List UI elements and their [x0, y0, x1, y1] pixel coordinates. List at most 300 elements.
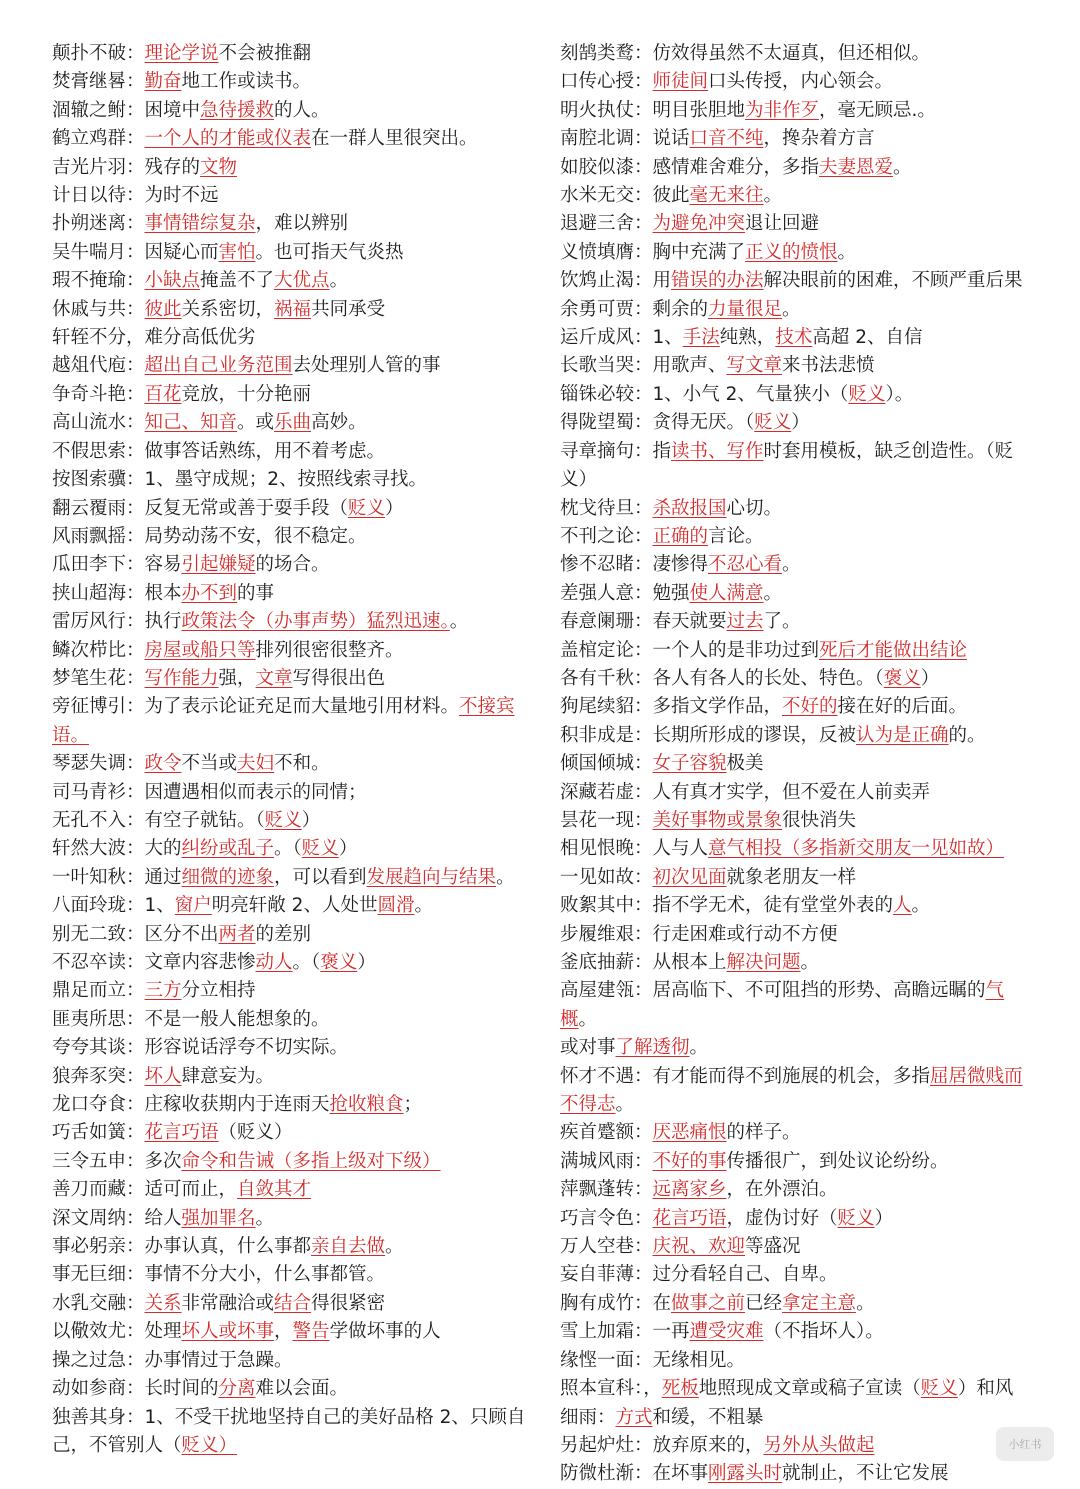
- idiom-entry: [52, 1318, 527, 1346]
- idiom-entry: [560, 608, 1038, 636]
- highlight-text: 知己、知音: [144, 412, 238, 434]
- highlight-text: 方式: [615, 1406, 653, 1428]
- highlight-text: 遭受灾难: [689, 1321, 764, 1343]
- entry-text: （贬义）: [218, 1122, 293, 1144]
- entry-text: 相见恨晚：人与人: [560, 838, 709, 860]
- entry-text: 龙口夺食：庄稼收获期内于连雨天: [52, 1094, 330, 1116]
- highlight-text: 为非作歹: [745, 99, 820, 121]
- entry-text: 越俎代庖：: [52, 355, 145, 377]
- entry-text: 善刀而藏：适可而止，: [52, 1179, 238, 1201]
- entry-text: 高妙。: [311, 412, 367, 434]
- entry-text: 就制止，不让它发展: [782, 1463, 949, 1485]
- entry-text: 照本宣科：，: [560, 1378, 662, 1400]
- entry-text: 水米无交：彼此: [560, 185, 690, 207]
- entry-text: 休戚与共：: [52, 298, 145, 320]
- entry-text: 。（: [274, 838, 302, 860]
- idiom-entry: [52, 1205, 527, 1233]
- entry-text: 。: [449, 611, 469, 633]
- highlight-text: 贬义）: [181, 1434, 238, 1456]
- highlight-text: 办不到: [181, 582, 238, 604]
- entry-text: 排列很密很整齐。: [255, 639, 404, 661]
- entry-text: 长歌当哭：用歌声、: [560, 355, 727, 377]
- idiom-entry: [52, 807, 527, 835]
- entry-text: 夸夸其谈：形容说话浮夸不切实际。: [52, 1037, 349, 1059]
- entry-text: 或对事: [560, 1037, 616, 1059]
- entry-text: 口传心授：: [560, 71, 653, 93]
- entry-text: 。: [689, 1037, 709, 1059]
- entry-text: 的事: [237, 582, 275, 604]
- idiom-entry: [52, 665, 527, 693]
- idiom-entry: [52, 864, 527, 892]
- highlight-text: 细微的迹象: [181, 866, 275, 888]
- idiom-entry: [560, 580, 1038, 608]
- entry-text: 妄自菲薄：过分看轻自己、自卑。: [560, 1264, 838, 1286]
- idiom-entry: [560, 1205, 1038, 1233]
- idiom-entry: [560, 665, 1038, 693]
- highlight-text: 褒义: [320, 952, 358, 973]
- highlight-text: 读书、写作: [671, 440, 764, 462]
- entry-text: 春意阑珊：春天就要: [560, 611, 727, 633]
- entry-text: 萍飘蓬转：: [560, 1179, 653, 1201]
- idiom-entry: [560, 182, 1038, 210]
- idiom-entry: [52, 495, 527, 523]
- highlight-text: 技术: [775, 327, 813, 349]
- idiom-entry: [52, 892, 527, 920]
- highlight-text: 文物: [200, 156, 238, 178]
- entry-text: 锱铢必较：1、小气 2、气量狭小（: [560, 383, 849, 405]
- entry-text: 分立相持: [181, 980, 256, 1002]
- entry-text: ）: [920, 667, 940, 689]
- idiom-entry: [52, 409, 527, 437]
- entry-text: 胸有成竹：在: [560, 1292, 672, 1314]
- highlight-text: 另外从头做起: [763, 1434, 875, 1456]
- idiom-entry: [52, 921, 527, 949]
- highlight-text: 解决问题: [726, 952, 801, 973]
- highlight-text: 百花: [144, 383, 182, 405]
- entry-text: 倾国倾城：: [560, 753, 653, 775]
- highlight-text: 过去: [726, 611, 764, 633]
- entry-text: 口头传授，内心领会。: [708, 71, 894, 93]
- idiom-entry: [560, 864, 1038, 892]
- highlight-text: 写文章: [726, 355, 783, 377]
- idiom-entry: [560, 892, 1038, 920]
- highlight-text: 圆滑: [377, 895, 415, 917]
- idiom-entry: [560, 324, 1038, 352]
- highlight-text: 刚露头时: [708, 1463, 783, 1485]
- idiom-entry: [52, 1261, 527, 1289]
- highlight-text: 政令: [144, 753, 182, 775]
- entry-text: 轩然大波：大的: [52, 838, 182, 860]
- idiom-entry: [560, 523, 1038, 551]
- entry-text: 风雨飘摇：局势动荡不安，很不稳定。: [52, 525, 367, 547]
- entry-text: 接在好的后面。: [837, 696, 968, 718]
- entry-text: 八面玲珑：1、: [52, 895, 175, 917]
- entry-text: 地照现成文章或稿子宣读（: [698, 1378, 921, 1400]
- entry-text: 很快消失: [782, 809, 857, 831]
- entry-text: 余勇可贾：剩余的: [560, 298, 709, 320]
- entry-text: 不忍卒读：文章内容悲惨: [52, 952, 256, 973]
- idiom-entry: [560, 1063, 1038, 1120]
- highlight-text: 贬义: [837, 1207, 875, 1229]
- entry-text: 纯熟，: [719, 327, 776, 349]
- entry-text: 南腔北调：说话: [560, 128, 690, 150]
- entry-text: 去处理别人管的事: [292, 355, 441, 377]
- entry-text: 雪上加霜：一再: [560, 1321, 690, 1343]
- entry-text: 刻鹄类鹜：仿效得虽然不太逼真，但还相似。: [560, 43, 931, 64]
- entry-text: ）: [338, 838, 358, 860]
- idiom-entry: [52, 324, 527, 352]
- entry-text: 焚膏继晷：: [52, 71, 145, 93]
- idiom-entry: [560, 977, 1038, 1034]
- entry-text: 明火执仗：明目张胆地: [560, 99, 746, 121]
- idiom-entry: [52, 381, 527, 409]
- entry-text: 细雨：: [560, 1406, 616, 1428]
- entry-text: 得陇望蜀：贪得无厌。（: [560, 412, 755, 434]
- highlight-text: 美好事物或景象: [652, 809, 783, 831]
- idiom-entry: [52, 949, 527, 977]
- highlight-text: 小缺点: [144, 270, 201, 292]
- highlight-text: 庆祝、欢迎: [652, 1236, 746, 1258]
- entry-text: 的。: [948, 724, 986, 746]
- entry-text: 琴瑟失调：: [52, 753, 145, 775]
- entry-text: 解决眼前的困难，不顾严重后果: [763, 270, 1023, 292]
- entry-text: 掩盖不了: [200, 270, 275, 292]
- idiom-entry: [560, 40, 1038, 68]
- entry-text: ）: [385, 497, 404, 519]
- idiom-entry: [560, 267, 1038, 295]
- idiom-entry: [52, 835, 527, 863]
- entry-text: 防微杜渐：在坏事: [560, 1463, 709, 1485]
- highlight-text: 事情错综复杂: [144, 213, 256, 235]
- idiom-entry: [560, 722, 1038, 750]
- entry-text: 高屋建瓴：居高临下、不可阻挡的形势、高瞻远瞩的: [560, 980, 986, 1002]
- highlight-text: 理论学说: [144, 43, 219, 64]
- entry-text: 涸辙之鲋：困境中: [52, 99, 201, 121]
- entry-text: 来书法悲愤: [782, 355, 875, 377]
- entry-text: 吴牛喘月：因疑心而: [52, 241, 219, 263]
- idiom-entry: [52, 1006, 527, 1034]
- entry-text: 高超 2、自信: [812, 327, 923, 349]
- entry-text: 步履维艰：行走困难或行动不方便: [560, 923, 838, 945]
- highlight-text: 一个人的才能或仪表: [144, 128, 312, 150]
- entry-text: 。: [615, 1094, 635, 1116]
- entry-text: 旁征博引：为了表示论证充足而大量地引用材料。: [52, 696, 460, 718]
- entry-text: 司马青衫：因遭遇相似而表示的同情；: [52, 781, 367, 803]
- entry-text: 写得很出色: [292, 667, 386, 689]
- entry-text: ，虚伪讨好（: [726, 1207, 838, 1229]
- entry-text: 挟山超海：根本: [52, 582, 182, 604]
- idiom-entry: [560, 637, 1038, 665]
- highlight-text: 使人满意: [689, 582, 764, 604]
- highlight-text: 三方: [144, 980, 182, 1002]
- entry-text: 肆意妄为。: [181, 1065, 275, 1087]
- highlight-text: 祸福: [274, 298, 312, 320]
- entry-text: 。也可指天气炎热: [255, 241, 404, 263]
- entry-text: 鼎足而立：: [52, 980, 145, 1002]
- highlight-text: 贬义: [264, 809, 302, 831]
- entry-text: 的样子。: [726, 1122, 801, 1144]
- entry-text: 颠扑不破：: [52, 43, 145, 64]
- entry-text: 差强人意：勉强: [560, 582, 690, 604]
- idiom-entry: [560, 495, 1038, 523]
- highlight-text: 屈居微贱而不得志: [560, 1065, 1023, 1116]
- entry-text: 。: [763, 582, 783, 604]
- highlight-text: 花言巧语: [652, 1207, 727, 1229]
- highlight-text: 亲自去做: [311, 1236, 386, 1258]
- idiom-entry: [52, 40, 527, 68]
- idiom-entry: [52, 1347, 527, 1375]
- entry-text: 。: [385, 1236, 404, 1258]
- idiom-entry: [52, 523, 527, 551]
- idiom-entry: [52, 68, 527, 96]
- entry-text: 瑕不掩瑜：: [52, 270, 145, 292]
- entry-text: 的人。: [274, 99, 330, 121]
- entry-text: 如胶似漆：感情难舍难分，多指: [560, 156, 820, 178]
- entry-text: 翻云覆雨：反复无常或善于耍手段（: [52, 497, 349, 519]
- entry-text: 地工作或读书。: [181, 71, 312, 93]
- entry-text: 匪夷所思：不是一般人能想象的。: [52, 1008, 330, 1030]
- idiom-entry: [52, 608, 527, 636]
- entry-text: 退避三舍：: [560, 213, 653, 235]
- entry-text: 言论。: [708, 525, 764, 547]
- highlight-text: 远离家乡: [652, 1179, 727, 1201]
- entry-text: 深文周纳：给人: [52, 1207, 182, 1229]
- entry-text: 学做坏事的人: [329, 1321, 441, 1343]
- entry-text: 梦笔生花：: [52, 667, 145, 689]
- highlight-text: 毫无来往: [689, 185, 764, 207]
- entry-text: 了。: [763, 611, 801, 633]
- highlight-text: 大优点: [274, 270, 330, 292]
- entry-text: ）。: [885, 383, 914, 405]
- idiom-entry: [560, 1119, 1038, 1147]
- highlight-text: 意气相投（多指新交朋友一见如故）: [708, 838, 1005, 860]
- highlight-text: 彼此: [144, 298, 182, 320]
- entry-text: 枕戈待旦：: [560, 497, 653, 519]
- idiom-entry: [52, 1063, 527, 1091]
- entry-text: 。: [578, 1008, 598, 1030]
- entry-text: ，: [274, 1321, 293, 1343]
- highlight-text: 政策法令（办事声势）猛烈迅速。: [181, 611, 450, 633]
- highlight-text: 初次见面: [652, 866, 727, 888]
- entry-text: ）: [874, 1207, 894, 1229]
- idiom-entry: [52, 352, 527, 380]
- watermark-logo: 小红书: [996, 1427, 1054, 1461]
- highlight-text: 急待援救: [200, 99, 275, 121]
- highlight-text: 厌恶痛恨: [652, 1122, 727, 1144]
- highlight-text: 纠纷或乱子: [181, 838, 275, 860]
- entry-text: 的差别: [255, 923, 312, 945]
- highlight-text: 死后才能做出结论: [819, 639, 968, 661]
- entry-text: 和缓，不粗暴: [652, 1406, 764, 1428]
- idiom-entry: [52, 182, 527, 210]
- entry-text: 。: [800, 952, 820, 973]
- highlight-text: 了解透彻: [615, 1037, 690, 1059]
- entry-text: 不当或: [181, 753, 238, 775]
- entry-text: 强，: [218, 667, 256, 689]
- entry-text: （不指坏人）。: [763, 1321, 884, 1343]
- highlight-text: 害怕: [218, 241, 256, 263]
- entry-text: 动如参商：长时间的: [52, 1378, 219, 1400]
- entry-text: 雷厉风行：执行: [52, 611, 182, 633]
- highlight-text: 贬义: [348, 497, 386, 519]
- idiom-entry: [560, 1233, 1038, 1261]
- highlight-text: 贬义: [301, 838, 339, 860]
- idiom-entry: [52, 1375, 527, 1403]
- highlight-text: 引起嫌疑: [181, 554, 256, 576]
- idiom-entry: [52, 1148, 527, 1176]
- entry-text: 关系密切，: [181, 298, 275, 320]
- idiom-entry: [560, 1318, 1038, 1346]
- entry-text: 。: [911, 895, 931, 917]
- entry-text: 。: [856, 1292, 875, 1314]
- entry-text: 狗尾续貂：多指文学作品，: [560, 696, 783, 718]
- right-column: [560, 40, 1038, 1489]
- highlight-text: 不忍心看: [708, 554, 783, 576]
- entry-text: 。: [893, 156, 912, 178]
- entry-text: 竞放，十分艳丽: [181, 383, 312, 405]
- idiom-entry: [52, 637, 527, 665]
- highlight-text: 贬义: [920, 1378, 958, 1400]
- entry-text: 极美: [726, 753, 764, 775]
- entry-text: ）: [357, 952, 376, 973]
- entry-text: 水乳交融：: [52, 1292, 145, 1314]
- idiom-entry: [560, 1375, 1038, 1403]
- entry-text: 已经: [745, 1292, 783, 1314]
- left-column: [52, 40, 527, 1460]
- entry-text: 按图索骥：1、墨守成规；2、按照线索寻找。: [52, 469, 428, 491]
- entry-text: 。: [782, 554, 801, 576]
- idiom-entry: [52, 125, 527, 153]
- entry-text: 不刊之论：: [560, 525, 653, 547]
- entry-text: 一见如故：: [560, 866, 653, 888]
- highlight-text: 夫妻恩爱: [819, 156, 894, 178]
- idiom-entry: [560, 1148, 1038, 1176]
- entry-text: 不和。: [274, 753, 330, 775]
- highlight-text: 气概: [560, 980, 1005, 1030]
- entry-text: 义愤填膺：胸中充满了: [560, 241, 746, 263]
- entry-text: 积非成是：长期所形成的谬误，反被: [560, 724, 857, 746]
- highlight-text: 力量很足: [708, 298, 783, 320]
- entry-text: 鳞次栉比：: [52, 639, 145, 661]
- idiom-entry: [52, 551, 527, 579]
- entry-text: 等盛况: [745, 1236, 801, 1258]
- entry-text: 败絮其中：指不学无术，徒有堂堂外表的: [560, 895, 894, 917]
- highlight-text: 分离: [218, 1378, 256, 1400]
- highlight-text: 为避免冲突: [652, 213, 746, 235]
- idiom-entry: [52, 154, 527, 182]
- entry-text: 万人空巷：: [560, 1236, 653, 1258]
- entry-text: 深藏若虚：人有真才实学，但不爱在人前卖弄: [560, 781, 931, 803]
- idiom-entry: [52, 210, 527, 238]
- highlight-text: 夫妇: [237, 753, 275, 775]
- highlight-text: 师徒间: [652, 71, 709, 93]
- entry-text: 在一群人里很突出。: [311, 128, 478, 150]
- entry-text: 盖棺定论：一个人的是非功过到: [560, 639, 820, 661]
- highlight-text: 坏人: [144, 1065, 182, 1087]
- entry-text: 事必躬亲：办事认真，什么事都: [52, 1236, 312, 1258]
- idiom-entry: [560, 154, 1038, 182]
- entry-text: 不假思索：做事答话熟练，用不着考虑。: [52, 440, 386, 462]
- entry-text: 高山流水：: [52, 412, 145, 434]
- idiom-entry: [560, 438, 1038, 495]
- idiom-entry: [52, 1176, 527, 1204]
- idiom-entry: [560, 693, 1038, 721]
- entry-text: ，毫无顾忌.。: [819, 99, 936, 121]
- highlight-text: 窗户: [174, 895, 212, 917]
- entry-text: 独善其身：1、不受干扰地坚持自己的美好品格 2、只顾自己，不管别人（: [52, 1406, 526, 1456]
- highlight-text: 贬义: [754, 412, 792, 434]
- highlight-text: 人: [893, 895, 912, 917]
- highlight-text: 女子容貌: [652, 753, 727, 775]
- entry-text: 满城风雨：: [560, 1150, 653, 1172]
- entry-text: 事无巨细：事情不分大小，什么事都管。: [52, 1264, 386, 1286]
- highlight-text: 勤奋: [144, 71, 182, 93]
- entry-text: 。: [329, 270, 349, 292]
- highlight-text: 抢收粮食: [329, 1094, 404, 1116]
- entry-text: ，难以辨别: [255, 213, 349, 235]
- entry-text: 巧舌如簧：: [52, 1122, 145, 1144]
- idiom-entry: [52, 239, 527, 267]
- entry-text: 时套用模板，缺乏创造性。（贬义）: [560, 440, 1014, 491]
- entry-text: 退让回避: [745, 213, 820, 235]
- idiom-entry: [52, 1404, 527, 1461]
- entry-text: 怀才不遇：有才能而得不到施展的机会，多指: [560, 1065, 931, 1087]
- entry-text: 疾首蹙额：: [560, 1122, 653, 1144]
- entry-text: 巧言令色：: [560, 1207, 653, 1229]
- entry-text: 不会被推翻: [218, 43, 312, 64]
- highlight-text: 手法: [682, 327, 720, 349]
- idiom-entry: [560, 68, 1038, 96]
- entry-text: 计日以待：为时不远: [52, 185, 219, 207]
- idiom-entry: [560, 125, 1038, 153]
- entry-text: 就象老朋友一样: [726, 866, 857, 888]
- idiom-entry: [560, 381, 1038, 409]
- highlight-text: 文章: [255, 667, 293, 689]
- entry-text: 非常融洽或: [181, 1292, 275, 1314]
- entry-text: 另起炉灶：放弃原来的，: [560, 1434, 764, 1456]
- entry-text: ；: [403, 1094, 423, 1116]
- highlight-text: 两者: [218, 923, 256, 945]
- entry-text: ）: [791, 412, 810, 434]
- entry-text: 。: [414, 895, 433, 917]
- idiom-entry: [560, 1404, 1038, 1432]
- idiom-entry: [52, 97, 527, 125]
- entry-text: 惨不忍睹：凄惨得: [560, 554, 709, 576]
- entry-text: 。或: [237, 412, 275, 434]
- entry-text: 昙花一现：: [560, 809, 653, 831]
- entry-text: 的场合。: [255, 554, 330, 576]
- entry-text: ，可以看到: [274, 866, 367, 888]
- idiom-entry: [52, 977, 527, 1005]
- idiom-entry: [560, 750, 1038, 778]
- highlight-text: 不好的: [782, 696, 838, 718]
- entry-text: 别无二致：区分不出: [52, 923, 219, 945]
- idiom-entry: [52, 438, 527, 466]
- entry-text: 狼奔豕突：: [52, 1065, 145, 1087]
- entry-text: 明亮轩敞 2、人处世: [211, 895, 378, 917]
- highlight-text: 拿定主意: [782, 1292, 857, 1314]
- highlight-text: 不好的事: [652, 1150, 727, 1172]
- highlight-text: 结合: [274, 1292, 312, 1314]
- entry-text: 。: [496, 866, 515, 888]
- entry-text: 饮鸩止渴：用: [560, 270, 672, 292]
- idiom-entry: [560, 551, 1038, 579]
- highlight-text: 动人: [255, 952, 293, 973]
- highlight-text: 坏人或坏事: [181, 1321, 275, 1343]
- highlight-text: 认为是正确: [856, 724, 949, 746]
- entry-text: 以儆效尤：处理: [52, 1321, 182, 1343]
- entry-text: 釜底抽薪：从根本上: [560, 952, 727, 973]
